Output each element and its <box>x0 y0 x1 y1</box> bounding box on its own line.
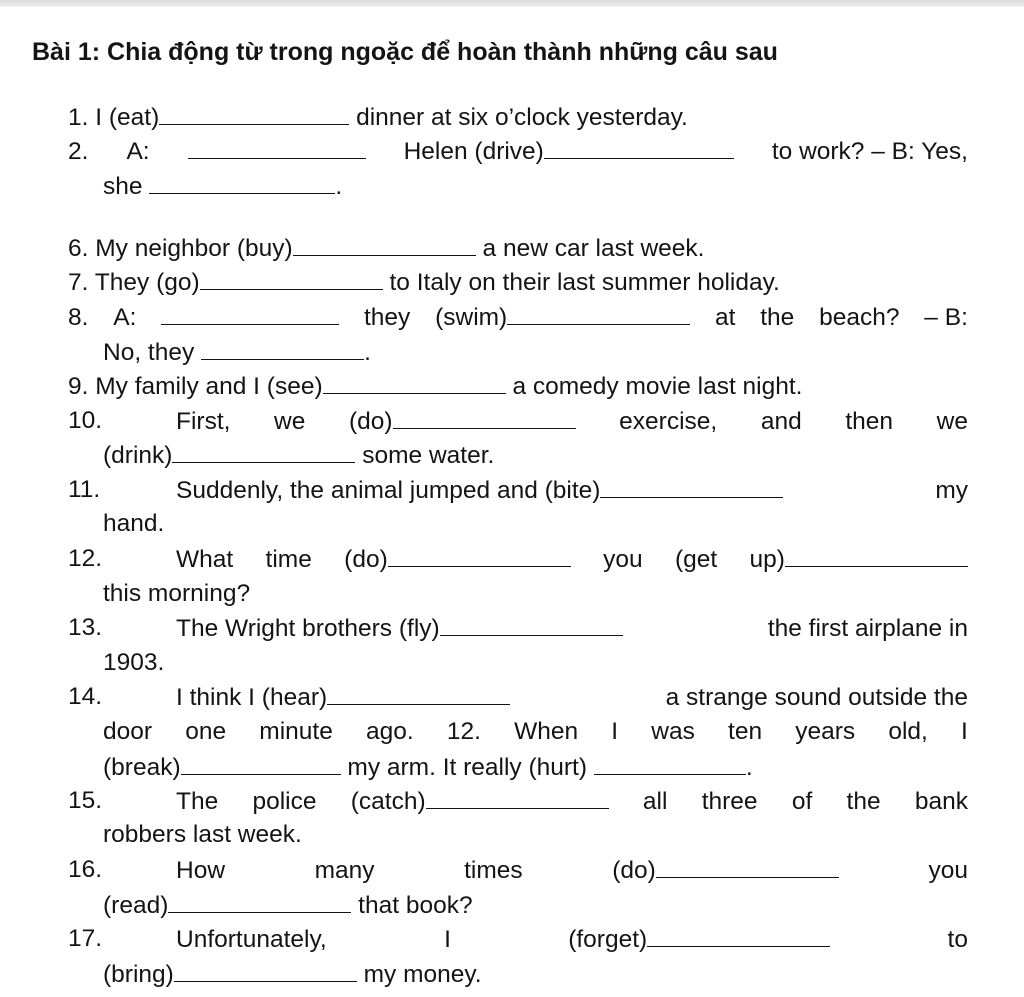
answer-blank[interactable] <box>440 611 623 636</box>
question-number: 1. <box>68 104 89 131</box>
question-17-continued: (bring) my money. <box>103 957 482 991</box>
question-14-number: 14. <box>68 683 103 710</box>
answer-blank[interactable] <box>201 335 364 360</box>
question-number: 8. <box>68 304 89 331</box>
answer-blank[interactable] <box>600 473 783 498</box>
question-16: How many times (do) you <box>176 853 968 887</box>
answer-blank[interactable] <box>388 542 571 567</box>
answer-blank[interactable] <box>647 922 830 947</box>
question-13: The Wright brothers (fly) the first airplane in <box>176 611 968 645</box>
question-11: Suddenly, the animal jumped and (bite) my <box>176 473 968 507</box>
question-number: 6. <box>68 235 89 262</box>
answer-blank[interactable] <box>188 134 366 159</box>
answer-blank[interactable] <box>594 750 746 775</box>
answer-blank[interactable] <box>159 100 349 125</box>
question-number: 9. <box>68 373 89 400</box>
question-14-line-3: (break) my arm. It really (hurt) . <box>103 750 753 784</box>
question-15-number: 15. <box>68 787 103 814</box>
exercise-title: Bài 1: Chia động từ trong ngoặc để hoàn thành những câu sau <box>32 38 778 66</box>
question-1: 1. I (eat) dinner at six o’clock yesterday. <box>68 100 688 134</box>
question-15: The police (catch) all three of the bank <box>176 784 968 818</box>
question-13-number: 13. <box>68 614 103 641</box>
question-16-number: 16. <box>68 856 103 883</box>
question-11-number: 11. <box>68 476 101 503</box>
question-8: 8. A: they (swim) at the beach? – B: <box>68 300 968 334</box>
answer-blank[interactable] <box>323 369 506 394</box>
question-11-continued: hand. <box>103 510 165 537</box>
question-12-number: 12. <box>68 545 103 572</box>
question-13-continued: 1903. <box>103 649 165 676</box>
answer-blank[interactable] <box>426 784 609 809</box>
question-9: 9. My family and I (see) a comedy movie last night. <box>68 369 803 403</box>
question-6: 6. My neighbor (buy) a new car last week. <box>68 231 704 265</box>
question-8-continued: No, they . <box>103 335 371 369</box>
question-number: 2. <box>68 138 89 165</box>
answer-blank[interactable] <box>200 265 383 290</box>
answer-blank[interactable] <box>507 300 690 325</box>
answer-blank[interactable] <box>327 680 510 705</box>
answer-blank[interactable] <box>544 134 734 159</box>
top-rule <box>0 0 1024 7</box>
question-14: I think I (hear) a strange sound outside the <box>176 680 968 714</box>
answer-blank[interactable] <box>168 888 351 913</box>
answer-blank[interactable] <box>174 957 357 982</box>
answer-blank[interactable] <box>293 231 476 256</box>
question-17: Unfortunately, I (forget) to <box>176 922 968 956</box>
question-2-continued: she . <box>103 169 342 203</box>
question-14-line-2: door one minute ago. 12. When I was ten years old, I <box>103 718 968 745</box>
question-15-continued: robbers last week. <box>103 821 302 848</box>
question-12: What time (do) you (get up) <box>176 542 968 576</box>
question-10: First, we (do) exercise, and then we <box>176 404 968 438</box>
answer-blank[interactable] <box>181 750 341 775</box>
question-2: 2. A: Helen (drive) to work? – B: Yes, <box>68 134 968 168</box>
question-number: 7. <box>68 269 89 296</box>
question-10-number: 10. <box>68 407 103 434</box>
question-17-number: 17. <box>68 925 103 952</box>
question-7: 7. They (go) to Italy on their last summer holiday. <box>68 265 780 299</box>
answer-blank[interactable] <box>172 438 355 463</box>
question-10-continued: (drink) some water. <box>103 438 494 472</box>
answer-blank[interactable] <box>393 404 576 429</box>
answer-blank[interactable] <box>161 300 339 325</box>
answer-blank[interactable] <box>656 853 839 878</box>
answer-blank[interactable] <box>149 169 335 194</box>
question-12-continued: this morning? <box>103 580 251 607</box>
answer-blank[interactable] <box>785 542 968 567</box>
question-16-continued: (read) that book? <box>103 888 473 922</box>
